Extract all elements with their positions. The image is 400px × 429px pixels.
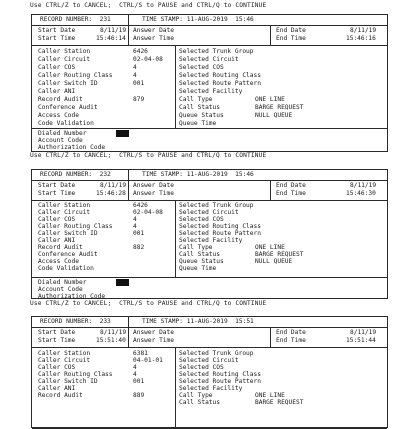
field-text: NULL QUEUE: [255, 112, 293, 119]
field-text: Caller ANI: [38, 385, 76, 392]
divider-line: [175, 348, 176, 428]
end-time-value: 15:46:16: [346, 35, 376, 42]
divider-line: [128, 328, 129, 347]
field-text: Caller ANI: [38, 237, 76, 244]
field-text: 04-01-01: [133, 357, 163, 364]
record-number: [40, 319, 111, 325]
field-text: Selected Routing Class: [179, 223, 261, 230]
field-text: Dialed Number: [38, 279, 87, 286]
call-record-233: [31, 316, 388, 428]
field-text: Caller COS: [38, 364, 76, 371]
answer-date-label: Answer Date: [133, 27, 174, 34]
field-text: Record Audit: [38, 392, 83, 399]
divider-line: [270, 181, 271, 200]
field-text: Start Date: [38, 329, 76, 336]
field-text: Answer Time: [133, 337, 174, 344]
field-text: Call Status: [179, 251, 220, 258]
field-text: Record Audit: [38, 96, 83, 103]
field-text: End Date: [276, 329, 306, 336]
field-text: RECORD NUMBER:: [40, 171, 93, 178]
field-text: Code Validation: [38, 265, 94, 272]
field-text: 6381: [133, 350, 148, 357]
divider-line: [128, 15, 129, 25]
field-text: 001: [133, 230, 145, 237]
field-text: 4: [133, 223, 137, 230]
redacted-dialed-number: [116, 130, 129, 137]
field-text: Selected Circuit: [179, 209, 239, 216]
divider-line: [270, 328, 271, 347]
start-date-label: Start Date: [38, 27, 76, 34]
field-text: Selected Trunk Group: [179, 48, 254, 55]
field-text: Answer Date: [133, 329, 174, 336]
start-time-value: 15:46:14: [96, 35, 126, 42]
field-text: Selected Route Pattern: [179, 378, 261, 385]
account-code-label: Account Code: [38, 137, 83, 144]
field-text: Selected Routing Class: [179, 371, 261, 378]
field-text: 02-04-08: [133, 209, 163, 216]
field-text: 6426: [133, 48, 148, 55]
divider-line: [175, 46, 176, 128]
field-text: Caller Station: [38, 350, 91, 357]
field-text: Authorization Code: [38, 293, 106, 300]
field-text: Selected Route Pattern: [179, 80, 261, 87]
field-text: Record Audit: [38, 244, 83, 251]
field-text: Conference Audit: [38, 104, 98, 111]
field-text: ONE LINE: [255, 392, 285, 399]
field-text: Start Date: [38, 182, 76, 189]
field-text: End Date: [276, 182, 306, 189]
field-text: Start Time: [38, 190, 76, 197]
field-text: Selected Facility: [179, 385, 243, 392]
field-text: Caller Station: [38, 202, 91, 209]
field-text: 001: [133, 378, 145, 385]
divider-line: [128, 181, 129, 200]
field-text: End Time: [276, 190, 306, 197]
field-text: 4: [133, 64, 137, 71]
field-text: 4: [133, 216, 137, 223]
record-number: [40, 17, 111, 23]
field-text: Caller Circuit: [38, 209, 91, 216]
details-section: [32, 46, 387, 129]
field-text: 15:51:44: [346, 337, 376, 344]
end-date-value: 8/11/19: [350, 27, 377, 34]
field-text: Queue Status: [179, 112, 224, 119]
field-text: Caller Routing Class: [38, 371, 113, 378]
record-header: [32, 15, 387, 26]
field-text: Selected Route Pattern: [179, 230, 261, 237]
field-text: Caller COS: [38, 64, 76, 71]
field-text: Conference Audit: [38, 251, 98, 258]
field-text: BARGE REQUEST: [255, 104, 304, 111]
field-text: Caller Routing Class: [38, 72, 113, 79]
end-time-label: End Time: [276, 35, 306, 42]
field-text: Caller Circuit: [38, 357, 91, 364]
field-text: TIME STAMP:: [142, 16, 183, 23]
field-text: 15:46:30: [346, 190, 376, 197]
field-text: 8/11/19: [100, 329, 127, 336]
field-text: Start Time: [38, 337, 76, 344]
ctrl-instruction-line: Use CTRL/Z to CANCEL; CTRL/S to PAUSE and CTRL/Q to CONTINUE: [30, 300, 267, 307]
field-text: Selected Facility: [179, 88, 243, 95]
field-text: Caller Switch ID: [38, 80, 98, 87]
field-text: 02-04-08: [133, 56, 163, 63]
field-text: 879: [133, 96, 145, 103]
field-text: RECORD NUMBER:: [40, 16, 93, 23]
time-stamp: [142, 17, 254, 23]
dates-section: [32, 181, 387, 201]
field-text: 8/11/19: [100, 182, 127, 189]
field-text: Selected Facility: [179, 237, 243, 244]
field-text: Call Type: [179, 96, 213, 103]
field-text: BARGE REQUEST: [255, 399, 304, 406]
field-text: 4: [133, 371, 137, 378]
field-text: 8/11/19: [350, 182, 377, 189]
field-text: 15:46:28: [96, 190, 126, 197]
field-text: NULL QUEUE: [255, 258, 293, 265]
field-text: Caller Switch ID: [38, 378, 98, 385]
ctrl-instruction-line: Use CTRL/Z to CANCEL; CTRL/S to PAUSE and CTRL/Q to CONTINUE: [30, 2, 267, 9]
start-date-value: 8/11/19: [100, 27, 127, 34]
divider-line: [128, 317, 129, 327]
field-text: Selected Circuit: [179, 357, 239, 364]
field-text: Caller Switch ID: [38, 230, 98, 237]
field-text: Answer Date: [133, 182, 174, 189]
time-stamp: [142, 319, 254, 325]
field-text: 11-AUG-2019 15:46: [186, 16, 254, 23]
divider-line: [128, 26, 129, 45]
time-stamp: [142, 172, 254, 178]
field-text: 882: [133, 244, 145, 251]
call-record-231: [31, 14, 388, 152]
field-text: Queue Time: [179, 265, 217, 272]
dialed-section: [32, 129, 387, 152]
divider-line: [270, 26, 271, 45]
field-text: 889: [133, 392, 145, 399]
dates-section: [32, 328, 387, 348]
field-text: Caller Station: [38, 48, 91, 55]
field-text: TIME STAMP:: [142, 318, 183, 325]
dialed-number-label: Dialed Number: [38, 130, 87, 137]
ctrl-instruction-line: Use CTRL/Z to CANCEL; CTRL/S to PAUSE and CTRL/Q to CONTINUE: [30, 152, 267, 159]
field-text: ONE LINE: [255, 244, 285, 251]
authorization-code-label: Authorization Code: [38, 144, 106, 151]
field-text: 15:51:40: [96, 337, 126, 344]
field-text: Call Type: [179, 392, 213, 399]
dates-section: [32, 26, 387, 46]
field-text: ONE LINE: [255, 96, 285, 103]
field-text: 11-AUG-2019 15:51: [186, 318, 254, 325]
record-header: [32, 170, 387, 181]
details-section: [32, 201, 387, 278]
details-section: [32, 348, 387, 429]
field-text: Call Status: [179, 104, 220, 111]
field-text: Answer Time: [133, 190, 174, 197]
field-text: 8/11/19: [350, 329, 377, 336]
end-date-label: End Date: [276, 27, 306, 34]
record-number: [40, 172, 111, 178]
field-text: Access Code: [38, 258, 79, 265]
record-header: [32, 317, 387, 328]
field-text: 231: [99, 16, 111, 23]
field-text: Selected Circuit: [179, 56, 239, 63]
field-text: Queue Time: [179, 120, 217, 127]
field-text: 6426: [133, 202, 148, 209]
start-time-label: Start Time: [38, 35, 76, 42]
field-text: 4: [133, 364, 137, 371]
field-text: Selected Trunk Group: [179, 350, 254, 357]
field-text: RECORD NUMBER:: [40, 318, 93, 325]
field-text: 001: [133, 80, 145, 87]
field-text: Caller COS: [38, 216, 76, 223]
field-text: Call Status: [179, 399, 220, 406]
field-text: TIME STAMP:: [142, 171, 183, 178]
divider-line: [175, 201, 176, 277]
field-text: Selected COS: [179, 364, 224, 371]
field-text: 233: [99, 318, 111, 325]
field-text: Call Type: [179, 244, 213, 251]
field-text: Account Code: [38, 286, 83, 293]
redacted-dialed-number: [116, 279, 129, 286]
field-text: Caller Circuit: [38, 56, 91, 63]
field-text: 232: [99, 171, 111, 178]
field-text: End Time: [276, 337, 306, 344]
field-text: Caller ANI: [38, 88, 76, 95]
field-text: Selected COS: [179, 216, 224, 223]
field-text: Caller Routing Class: [38, 223, 113, 230]
dialed-section: [32, 278, 387, 299]
field-text: BARGE REQUEST: [255, 251, 304, 258]
field-text: Selected COS: [179, 64, 224, 71]
field-text: Selected Trunk Group: [179, 202, 254, 209]
field-text: 4: [133, 72, 137, 79]
field-text: 11-AUG-2019 15:46: [186, 171, 254, 178]
call-record-232: [31, 169, 388, 299]
divider-line: [128, 170, 129, 180]
field-text: Selected Routing Class: [179, 72, 261, 79]
field-text: Queue Status: [179, 258, 224, 265]
answer-time-label: Answer Time: [133, 35, 174, 42]
field-text: Access Code: [38, 112, 79, 119]
field-text: Code Validation: [38, 120, 94, 127]
